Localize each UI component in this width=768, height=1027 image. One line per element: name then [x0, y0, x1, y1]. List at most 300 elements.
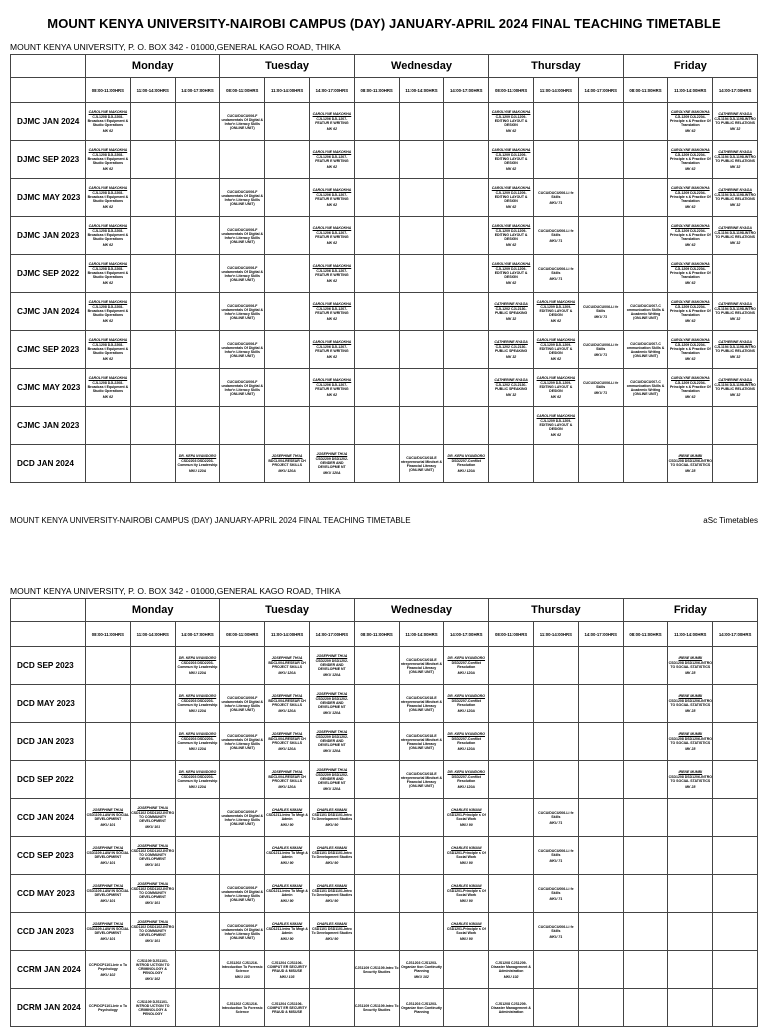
timetable-cell	[713, 369, 758, 407]
timetable-cell	[444, 913, 489, 951]
room-name: MKU 71	[549, 201, 563, 206]
time-slot-header: 14:00-17:00HRS	[309, 78, 354, 103]
slot-header-row	[11, 622, 758, 647]
timetable-cell	[265, 141, 310, 179]
room-name: MKU 101	[100, 937, 116, 942]
timetable-cell	[578, 331, 623, 369]
room-name: MK 62	[685, 319, 696, 324]
timetable-cell	[668, 837, 713, 875]
timetable-cell	[668, 407, 713, 445]
timetable-cell	[175, 647, 220, 685]
timetable-cell	[668, 369, 713, 407]
course-name: CJL1194 DJL1198-INTRO TO PUBLIC RELATIONS	[714, 192, 756, 201]
timetable-cell	[86, 951, 131, 989]
timetable-cell	[265, 875, 310, 913]
course-name: CJS1109 DJS1101-INTROD UCTION TO CRIMINOLOGY & PENOLOGY	[135, 958, 170, 976]
course-name: CUCU/DUCU018-E ntrepreneurial Mindset & Financial Literacy (ONLINE UNIT)	[400, 733, 443, 751]
room-name: MK 28	[685, 785, 696, 790]
course-name: CSD1211-Intro To Mngt & Admin	[266, 926, 308, 935]
course-name: CJL1194 DJL1198-INTRO TO PUBLIC RELATIONS	[714, 230, 756, 239]
timetable-cell	[444, 837, 489, 875]
timetable-cell	[220, 647, 265, 685]
timetable-cell	[713, 331, 758, 369]
room-name: MK 62	[326, 127, 338, 132]
table-row	[11, 293, 758, 331]
timetable-cell	[668, 685, 713, 723]
course-name: CUCU/DUCU006-Li fe Skills	[582, 380, 619, 389]
lecturer-name: DR. KEPA NYANDORO	[178, 731, 217, 736]
course-name: CUCU/DUCU018-E ntrepreneurial Mindset & Financial Literacy (ONLINE UNIT)	[400, 695, 443, 713]
room-name: MKU 120A	[278, 671, 296, 676]
room-name: MK 62	[685, 167, 696, 172]
timetable-cell	[130, 255, 175, 293]
course-name: CJS1202 CJS1216-Introduction To Forensic Science	[221, 960, 263, 973]
lecturer-name: CAROLYNE MAKOKHA	[88, 261, 128, 266]
corner-cell	[11, 622, 86, 647]
timetable-cell	[444, 951, 489, 989]
table-row	[11, 647, 758, 685]
day-header: Friday	[623, 55, 757, 78]
timetable-cell	[175, 407, 220, 445]
course-name: CSD2203 DSD2203-Commun ity Leadership	[177, 736, 218, 745]
lecturer-name: CAROLYNE MAKOKHA	[536, 413, 576, 418]
time-slot-header: 11:00-14:00HRS	[399, 622, 444, 647]
timetable-cell	[175, 445, 220, 483]
timetable-cell	[220, 407, 265, 445]
time-slot-header: 11:00-14:00HRS	[265, 622, 310, 647]
timetable-cell	[220, 331, 265, 369]
table-row	[11, 179, 758, 217]
room-name: MK 32	[505, 355, 517, 360]
timetable-cell	[533, 179, 578, 217]
timetable-cell	[668, 761, 713, 799]
class-group-label: CJMC SEP 2023	[11, 331, 86, 369]
course-name: CJL1206 DJL1207-FEATUR E WRITING	[315, 306, 349, 315]
room-name: MK 62	[505, 167, 517, 172]
class-group-label: CCD JAN 2023	[11, 913, 86, 951]
timetable-cell	[175, 875, 220, 913]
room-name: MK 28	[685, 709, 696, 714]
timetable-cell	[533, 761, 578, 799]
lecturer-name: CAROLYNE MAKOKHA	[88, 375, 128, 380]
room-name: MKU 90	[280, 937, 294, 942]
timetable-cell	[220, 989, 265, 1027]
timetable-cell	[399, 103, 444, 141]
timetable-cell	[265, 647, 310, 685]
timetable-cell	[354, 723, 399, 761]
lecturer-name: CAROLYNE MAKOKHA	[670, 337, 710, 342]
room-name: MKU 71	[594, 353, 608, 358]
room-name: MKU 90	[325, 937, 339, 942]
lecturer-name: DR. KEPA NYANDORO	[178, 655, 217, 660]
lecturer-name: CAROLYNE MAKOKHA	[312, 225, 352, 230]
time-slot-header: 11:00-14:00HRS	[130, 78, 175, 103]
course-name: CJL1206 DJL1207-FEATUR E WRITING	[315, 268, 349, 277]
room-name: MK 62	[685, 281, 696, 286]
timetable-cell	[265, 293, 310, 331]
room-name: MKU 120A	[188, 671, 207, 676]
timetable-cell	[623, 761, 668, 799]
timetable-cell	[175, 913, 220, 951]
timetable-cell	[533, 723, 578, 761]
class-group-label: DJMC SEP 2022	[11, 255, 86, 293]
lecturer-name: JOSEPHINE THUA	[271, 769, 303, 774]
timetable-cell	[265, 255, 310, 293]
room-name: MK 32	[729, 355, 741, 360]
room-name: MK 32	[729, 127, 741, 132]
course-name: DSD2207-Conflict Resolution	[451, 698, 481, 707]
course-name: CUCU/DUCU018-E ntrepreneurial Mindset & Financial Literacy (ONLINE UNIT)	[400, 657, 443, 675]
timetable-cell	[533, 685, 578, 723]
timetable-cell	[489, 685, 534, 723]
course-name: CSD1102 DSD1102-INTRO TO COMMUNITY DEVELOPMENT	[131, 848, 175, 862]
lecturer-name: CHARLES KIMANI	[316, 845, 348, 850]
time-slot-header: 08:00-11:00HRS	[623, 78, 668, 103]
lecturer-name: CATHERINE NYAGA	[494, 377, 528, 382]
timetable-cell	[354, 369, 399, 407]
lecturer-name: JOSEPHINE THUA	[92, 921, 124, 926]
timetable-cell	[175, 103, 220, 141]
time-slot-header: 11:00-14:00HRS	[533, 78, 578, 103]
course-name: CJL1194 DJL1198-INTRO TO PUBLIC RELATIONS	[714, 116, 756, 125]
course-name: CUCU/DUCU006-Li fe Skills	[538, 228, 574, 237]
timetable-cell	[86, 179, 131, 217]
course-name: CUCU/DUCU006-F undamentals Of Digital & Infor'n Literacy Skills (ONLINE UNIT)	[221, 113, 264, 131]
timetable-cell	[220, 799, 265, 837]
lecturer-name: JOSEPHINE THUA	[316, 653, 348, 658]
timetable-cell	[399, 913, 444, 951]
timetable-cell	[354, 255, 399, 293]
timetable-cell	[86, 685, 131, 723]
course-name: CSD1109-LAW IN SOCIAL DEVELOPMENT	[86, 850, 130, 859]
timetable-cell	[489, 723, 534, 761]
lecturer-name: CAROLYNE MAKOKHA	[491, 261, 531, 266]
room-name: MKU 71	[549, 239, 563, 244]
timetable-cell	[713, 255, 758, 293]
timetable-cell	[399, 723, 444, 761]
course-name: CSD1211-Intro To Mngt & Admin	[266, 850, 308, 859]
timetable-cell	[444, 407, 489, 445]
timetable-cell	[713, 217, 758, 255]
room-name: MKU 120A	[323, 673, 341, 678]
course-name: CSD1109-LAW IN SOCIAL DEVELOPMENT	[86, 812, 130, 821]
timetable-cell	[444, 685, 489, 723]
lecturer-name: CAROLYNE MAKOKHA	[670, 261, 710, 266]
course-name: CSD2209 DSD1202-GENDER AND DEVELOPME NT	[315, 658, 349, 672]
course-name: CUCU/DUCU018-E ntrepreneurial Mindset & Financial Literacy (ONLINE UNIT)	[400, 455, 443, 473]
lecturer-name: CHARLES KIMANI	[451, 921, 482, 926]
course-name: CSD1201-Principle s Of Social Work	[446, 850, 486, 859]
course-name: CJS1109 CJS1109-Intro To Security Studies	[354, 965, 399, 974]
room-name: MKU 90	[459, 823, 473, 828]
lecturer-name: DR. KEPA NYANDORO	[447, 453, 486, 458]
timetable-cell	[713, 761, 758, 799]
timetable-cell	[668, 875, 713, 913]
lecturer-name: JOSEPHINE THUA	[92, 807, 124, 812]
timetable-cell	[86, 913, 131, 951]
room-name: MKU 102	[145, 977, 161, 982]
course-name: CJS1109 DJS1101-INTROD UCTION TO CRIMINOLOGY & PENOLOGY	[135, 999, 170, 1017]
address-line-bottom: MOUNT KENYA UNIVERSITY, P. O. BOX 342 - 01000,GENERAL KAGO ROAD, THIKA	[10, 586, 341, 596]
timetable-cell	[668, 799, 713, 837]
room-name: MK 62	[505, 243, 517, 248]
timetable-cell	[668, 951, 713, 989]
timetable-cell	[399, 647, 444, 685]
timetable-cell	[265, 723, 310, 761]
timetable-cell	[713, 913, 758, 951]
course-name: CJL1209 DJL2204-Principle s & Practice Of Translation	[669, 342, 711, 356]
timetable-cell	[533, 647, 578, 685]
address-line-top: MOUNT KENYA UNIVERSITY, P. O. BOX 342 - 01000,GENERAL KAGO ROAD, THIKA	[10, 42, 341, 52]
timetable-cell	[489, 913, 534, 951]
lecturer-name: CAROLYNE MAKOKHA	[312, 187, 352, 192]
course-name: CJS1203 CJS1203-Organize tion Continuity Planning	[401, 960, 442, 973]
timetable-cell	[399, 141, 444, 179]
timetable-cell	[623, 875, 668, 913]
timetable-cell	[86, 217, 131, 255]
room-name: MK 62	[326, 165, 338, 170]
timetable-cell	[489, 647, 534, 685]
course-name: CJL1194 DJL1198-INTRO TO PUBLIC RELATIONS	[714, 382, 756, 391]
room-name: MKU 90	[459, 861, 473, 866]
lecturer-name: CAROLYNE MAKOKHA	[88, 299, 128, 304]
course-name: CSD1208 DSD1206-INTRO TO SOCIAL STATISTICS	[668, 458, 712, 467]
course-name: CUCU/DUCU007-C ommunication Skills & Academic Writing (ONLINE UNIT)	[626, 379, 665, 397]
corner-cell	[11, 55, 86, 78]
room-name: MK 62	[102, 395, 114, 400]
course-name: CJS1208 CJS1209-Disaster Management & Administration	[491, 960, 531, 973]
room-name: MKU 102	[414, 975, 429, 980]
timetable-cell	[265, 217, 310, 255]
timetable-cell	[578, 179, 623, 217]
course-name: CSD1201-Principle s Of Social Work	[446, 926, 486, 935]
lecturer-name: CHARLES KIMANI	[271, 845, 303, 850]
corner-cell	[11, 599, 86, 622]
lecturer-name: DR. KEPA NYANDORO	[447, 693, 486, 698]
timetable-cell	[533, 103, 578, 141]
lecturer-name: CAROLYNE MAKOKHA	[670, 147, 710, 152]
lecturer-name: CHARLES KIMANI	[316, 883, 348, 888]
lecturer-name: CAROLYNE MAKOKHA	[312, 301, 352, 306]
lecturer-name: CAROLYNE MAKOKHA	[670, 185, 710, 190]
course-name: CSD2203 DSD2203-Commun ity Leadership	[177, 458, 218, 467]
timetable-cell	[533, 951, 578, 989]
course-name: CSD1102 DSD1102-INTRO TO COMMUNITY DEVELOPMENT	[131, 924, 175, 938]
timetable-cell	[444, 369, 489, 407]
timetable-cell	[444, 799, 489, 837]
timetable-cell	[489, 761, 534, 799]
time-slot-header: 14:00-17:00HRS	[175, 622, 220, 647]
course-name: CSD2209 DSD1202-GENDER AND DEVELOPME NT	[315, 734, 349, 748]
course-name: CJL1209 DJL1209-EDITING LAYOUT & DESIGN	[494, 266, 528, 280]
course-name: CUCU/DUCU007-C ommunication Skills & Academic Writing (ONLINE UNIT)	[626, 303, 665, 321]
timetable-cell	[444, 331, 489, 369]
course-name: CJL1206 DJL1207-FEATUR E WRITING	[315, 230, 349, 239]
timetable-cell	[220, 951, 265, 989]
day-header: Wednesday	[354, 599, 488, 622]
course-name: CUCU/DUCU006-Li fe Skills	[538, 190, 574, 199]
timetable-cell	[668, 255, 713, 293]
lecturer-name: CAROLYNE MAKOKHA	[670, 223, 710, 228]
lecturer-name: CATHERINE NYAGA	[718, 339, 752, 344]
course-name: CJL1208 DJL2208-Broadcas t Equipment & Studio Operations	[87, 152, 129, 166]
timetable-cell	[489, 293, 534, 331]
course-name: CJS1202 CJS1216-Introduction To Forensic Science	[221, 1001, 263, 1015]
course-name: CUCU/DUCU006-Li fe Skills	[582, 304, 619, 313]
timetable-cell	[489, 255, 534, 293]
timetable-cell	[130, 103, 175, 141]
timetable-bottom	[10, 598, 758, 1027]
timetable-cell	[444, 445, 489, 483]
course-name: CSD1208 DSD1206-INTRO TO SOCIAL STATISTICS	[668, 660, 712, 669]
course-name: CJL1202 CJL2130-PUBLIC SPEAKING	[494, 382, 528, 391]
lecturer-name: CAROLYNE MAKOKHA	[670, 375, 710, 380]
lecturer-name: CAROLYNE MAKOKHA	[312, 263, 352, 268]
timetable-cell	[175, 293, 220, 331]
lecturer-name: DR. KEPA NYANDORO	[178, 453, 217, 458]
room-name: MK 62	[102, 205, 114, 210]
course-name: BDCL004-RESEAR CH PROJECT SKILLS	[268, 774, 306, 783]
timetable-cell	[175, 799, 220, 837]
course-name: DSD2207-Conflict Resolution	[451, 660, 481, 669]
course-name: CJL1208 DJL2208-Broadcas t Equipment & Studio Operations	[87, 380, 129, 394]
course-name: CJL1209 DJL2204-Principle s & Practice Of Translation	[669, 190, 711, 204]
room-name: MKU 120A	[278, 469, 296, 474]
timetable-cell	[220, 369, 265, 407]
room-name: MK 62	[550, 433, 562, 438]
table-row	[11, 799, 758, 837]
lecturer-name: JOSEPHINE THUA	[316, 451, 348, 456]
room-name: MKU 120A	[188, 747, 207, 752]
timetable-cell	[220, 837, 265, 875]
timetable-cell	[533, 799, 578, 837]
timetable-cell	[399, 445, 444, 483]
course-name: CJS1109 CJS1109-Intro To Security Studies	[354, 1003, 399, 1012]
table-row	[11, 141, 758, 179]
timetable-cell	[668, 913, 713, 951]
course-name: CSD1101 DSD1101-Intro To Development Studies	[311, 926, 353, 935]
timetable-cell	[713, 407, 758, 445]
timetable-cell	[399, 761, 444, 799]
timetable-cell	[354, 293, 399, 331]
timetable-cell	[623, 445, 668, 483]
timetable-cell	[86, 989, 131, 1027]
class-group-label: DCD SEP 2023	[11, 647, 86, 685]
timetable-cell	[86, 255, 131, 293]
timetable-cell	[668, 989, 713, 1027]
timetable-cell	[265, 685, 310, 723]
class-group-label: CJMC MAY 2023	[11, 369, 86, 407]
course-name: CJL1208 DJL2208-Broadcas t Equipment & Studio Operations	[87, 266, 129, 280]
timetable-cell	[175, 951, 220, 989]
timetable-cell	[175, 217, 220, 255]
timetable-cell	[713, 685, 758, 723]
timetable-cell	[175, 369, 220, 407]
timetable-cell	[86, 647, 131, 685]
time-slot-header: 11:00-14:00HRS	[130, 622, 175, 647]
timetable-cell	[309, 837, 354, 875]
table-row	[11, 837, 758, 875]
room-name: MK 62	[326, 203, 338, 208]
time-slot-header: 08:00-11:00HRS	[86, 78, 131, 103]
timetable-cell	[399, 407, 444, 445]
lecturer-name: CHARLES KIMANI	[316, 921, 348, 926]
timetable-cell	[444, 217, 489, 255]
timetable-cell	[713, 647, 758, 685]
room-name: MK 28	[685, 469, 696, 474]
timetable-cell	[399, 799, 444, 837]
timetable-cell	[86, 445, 131, 483]
lecturer-name: CATHERINE NYAGA	[718, 149, 752, 154]
timetable-cell	[354, 331, 399, 369]
lecturer-name: JOSEPHINE THUA	[316, 767, 348, 772]
course-name: CUCU/DUCU006-F undamentals Of Digital & Infor'n Literacy Skills (ONLINE UNIT)	[221, 923, 264, 941]
timetable-cell	[309, 293, 354, 331]
time-slot-header: 14:00-17:00HRS	[444, 622, 489, 647]
room-name: MK 62	[326, 393, 338, 398]
timetable-cell	[354, 407, 399, 445]
room-name: MK 32	[729, 165, 741, 170]
table-row	[11, 103, 758, 141]
course-name: CJL1209 DJL2204-Principle s & Practice Of Translation	[669, 152, 711, 166]
timetable-cell	[354, 445, 399, 483]
lecturer-name: CAROLYNE MAKOKHA	[536, 375, 576, 380]
table-row	[11, 951, 758, 989]
lecturer-name: CATHERINE NYAGA	[718, 111, 752, 116]
timetable-cell	[623, 217, 668, 255]
course-name: CUCU/DUCU006-F undamentals Of Digital & Infor'n Literacy Skills (ONLINE UNIT)	[221, 809, 264, 827]
timetable-cell	[489, 875, 534, 913]
course-name: CJL1208 DJL2208-Broadcas t Equipment & Studio Operations	[87, 228, 129, 242]
room-name: MKU 103	[234, 975, 250, 980]
room-name: MK 62	[685, 205, 696, 210]
timetable-cell	[130, 723, 175, 761]
room-name: MK 62	[550, 319, 562, 324]
timetable-cell	[533, 407, 578, 445]
timetable-cell	[354, 179, 399, 217]
timetable-cell	[623, 255, 668, 293]
course-name: CJS1208 CJS1209-Disaster Management & Administration	[491, 1001, 531, 1015]
time-slot-header: 08:00-11:00HRS	[220, 622, 265, 647]
timetable-cell	[130, 179, 175, 217]
slot-header-row	[11, 78, 758, 103]
room-name: MKU 120A	[323, 749, 341, 754]
timetable-cell	[309, 255, 354, 293]
timetable-cell	[130, 217, 175, 255]
room-name: MKU 120A	[323, 787, 341, 792]
course-name: CJL1194 DJL1198-INTRO TO PUBLIC RELATIONS	[714, 154, 756, 163]
timetable-cell	[399, 179, 444, 217]
time-slot-header: 08:00-11:00HRS	[86, 622, 131, 647]
lecturer-name: CATHERINE NYAGA	[718, 301, 752, 306]
timetable-cell	[130, 369, 175, 407]
class-group-label: DJMC SEP 2023	[11, 141, 86, 179]
lecturer-name: JOSEPHINE THUA	[92, 883, 124, 888]
table-row	[11, 761, 758, 799]
room-name: MKU 90	[280, 899, 294, 904]
course-name: CJL1206 DJL1207-FEATUR E WRITING	[315, 344, 349, 353]
lecturer-name: CHARLES KIMANI	[451, 807, 482, 812]
timetable-cell	[713, 179, 758, 217]
class-group-label: DJMC MAY 2023	[11, 179, 86, 217]
corner-cell	[11, 78, 86, 103]
course-name: CSD1101 DSD1101-Intro To Development Studies	[311, 888, 353, 897]
timetable-cell	[444, 179, 489, 217]
timetable-cell	[399, 875, 444, 913]
timetable-cell	[533, 141, 578, 179]
room-name: MK 62	[326, 355, 338, 360]
class-group-label: CCD SEP 2023	[11, 837, 86, 875]
